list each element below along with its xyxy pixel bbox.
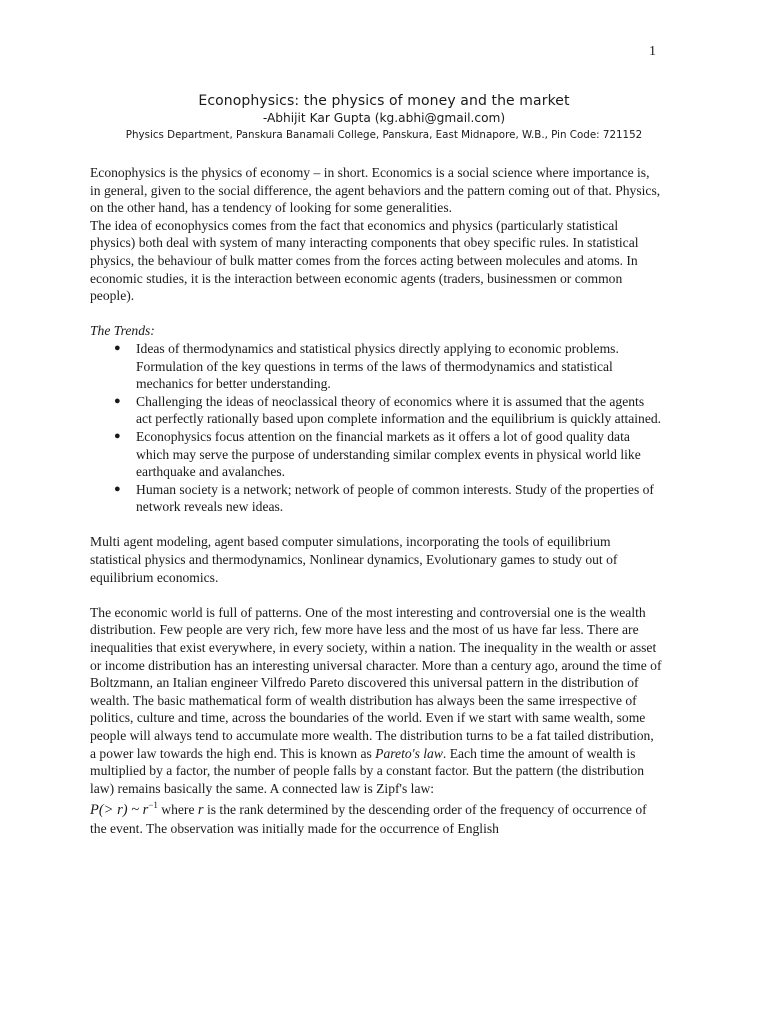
- trends-list: [90, 340, 662, 516]
- paragraph-idea: The idea of econophysics comes from the fact that economics and physics (particularly statistical physics) both deal with system of many interacting components that obey specific rules. In statistical physics, the behaviour of bulk matter comes from the forces acting between molecules and atoms. In economic studies, it is the interaction between economic agents (traders, businessmen or common people).: [90, 217, 639, 304]
- bullet-icon: ●: [114, 482, 121, 495]
- list-item: ● Econophysics focus attention on the financial markets as it offers a lot of good quality data which may serve the purpose of understanding similar complex events in physical world like earthquake and avalanches.: [114, 428, 641, 480]
- bullet-icon: ●: [114, 429, 121, 442]
- list-item: ● Ideas of thermodynamics and statistical physics directly applying to economic problems. Formulation of the key questions in terms of the laws of thermodynamics and statistical mechanics for better understanding.: [114, 340, 619, 392]
- trends-heading: The Trends:: [90, 323, 155, 339]
- paragraph-wealth: The economic world is full of patterns. One of the most interesting and controversial one is the wealth distribution. Few people are very rich, few more have less and the most of us have far less. There are inequalities that exist everywhere, in every society, within a nation. The inequality in the wealth or asset or income distribution has an interesting universal character. More than a century ago, around the time of Boltzmann, an Italian engineer Vilfredo Pareto discovered this universal pattern in the distribution of wealth. The basic mathematical form of wealth distribution has always been the same irrespective of politics, culture and time, across the boundaries of the world. Even if we start with same wealth, some people will always tend to accumulate more wealth. The distribution turns to be a fat tailed distribution, a power law towards the high end. This is known as Pareto's law. Each time the amount of wealth is multiplied by a factor, the number of people falls by a constant factor. But the pattern (the distribution law) remains basically the same. A connected law is Zipf's law: P(> r) ~ $r^{-1}$ where r is the rank determined by the descending order of the frequency of occurrence of the event. The observation was initially made for the occurrence of English: [90, 604, 662, 836]
- list-item: ● Human society is a network; network of people of common interests. Study of the properties of network reveals new ideas.: [114, 481, 654, 515]
- page-number: 1: [649, 44, 656, 59]
- document-title: Econophysics: the physics of money and the market: [198, 93, 570, 109]
- document-header: [0, 92, 768, 144]
- paretos-law-term: Pareto's law: [375, 745, 443, 761]
- document-body: [90, 164, 662, 837]
- paragraph-intro: Econophysics is the physics of economy – in short. Economics is a social science where importance is, in general, given to the social difference, the agent behaviors and the pattern coming out of that. Physics, on the other hand, has a tendency of looking for some generalities.: [90, 165, 661, 216]
- bullet-icon: ●: [114, 394, 121, 407]
- paragraph-modeling: Multi agent modeling, agent based computer simulations, incorporating the tools of equilibrium statistical physics and thermodynamics, Nonlinear dynamics, Evolutionary games to study out of equilibrium economics.: [90, 534, 618, 585]
- zipf-formula: P(> r) ~ $r^{-1}$: [90, 800, 158, 819]
- list-item: ● Challenging the ideas of neoclassical theory of economics where it is assumed that the agents act perfectly rationally based upon complete information and the equilibrium is quickly attained.: [114, 393, 662, 427]
- author-line: -Abhijit Kar Gupta (kg.abhi@gmail.com): [262, 111, 506, 125]
- bullet-icon: ●: [114, 341, 121, 354]
- affiliation-line: Physics Department, Panskura Banamali College, Panskura, East Midnapore, W.B., Pin Code: 721152: [125, 129, 643, 141]
